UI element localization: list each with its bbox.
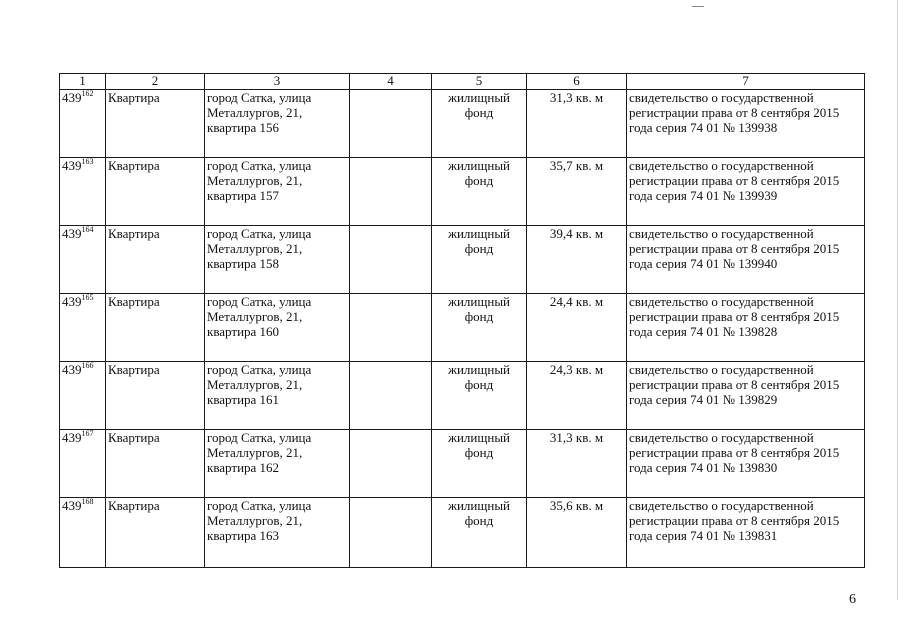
property-registry-table: [59, 73, 865, 568]
property-type: Квартира: [106, 158, 205, 226]
item-number: $439^{163}$: [60, 158, 106, 226]
property-type: Квартира: [106, 90, 205, 158]
property-address: город Сатка, улица Металлургов, 21, квартира 158: [205, 226, 350, 294]
column-header-6: 6: [527, 74, 627, 90]
property-area: 24,4 кв. м: [527, 294, 627, 362]
table-row: [60, 362, 865, 430]
item-number: $439^{164}$: [60, 226, 106, 294]
empty-cell: [350, 362, 432, 430]
scan-edge-line: [897, 0, 898, 600]
fund-type: жилищный фонд: [432, 294, 527, 362]
item-number: $439^{168}$: [60, 498, 106, 568]
property-address: город Сатка, улица Металлургов, 21, квартира 162: [205, 430, 350, 498]
item-number: $439^{166}$: [60, 362, 106, 430]
fund-type: жилищный фонд: [432, 430, 527, 498]
table-row: [60, 294, 865, 362]
property-type: Квартира: [106, 294, 205, 362]
property-area: 31,3 кв. м: [527, 90, 627, 158]
scan-artifact: [692, 6, 704, 7]
property-type: Квартира: [106, 362, 205, 430]
registration-document: свидетельство о государственной регистрации права от 8 сентября 2015 года серия 74 01 № 139939: [627, 158, 865, 226]
property-address: город Сатка, улица Металлургов, 21, квартира 156: [205, 90, 350, 158]
property-address: город Сатка, улица Металлургов, 21, квартира 160: [205, 294, 350, 362]
property-area: 31,3 кв. м: [527, 430, 627, 498]
table-row: [60, 430, 865, 498]
table-row: [60, 90, 865, 158]
property-area: 39,4 кв. м: [527, 226, 627, 294]
column-header-2: 2: [106, 74, 205, 90]
item-number: $439^{162}$: [60, 90, 106, 158]
empty-cell: [350, 294, 432, 362]
fund-type: жилищный фонд: [432, 90, 527, 158]
property-type: Квартира: [106, 498, 205, 568]
property-address: город Сатка, улица Металлургов, 21, квартира 157: [205, 158, 350, 226]
fund-type: жилищный фонд: [432, 498, 527, 568]
item-number: $439^{165}$: [60, 294, 106, 362]
empty-cell: [350, 158, 432, 226]
registration-document: свидетельство о государственной регистрации права от 8 сентября 2015 года серия 74 01 № 139829: [627, 362, 865, 430]
column-header-5: 5: [432, 74, 527, 90]
table-row: [60, 158, 865, 226]
column-number-row: [60, 74, 865, 90]
table-row: [60, 226, 865, 294]
column-header-4: 4: [350, 74, 432, 90]
table-row: [60, 498, 865, 568]
property-area: 24,3 кв. м: [527, 362, 627, 430]
page-number: 6: [849, 592, 856, 607]
registration-document: свидетельство о государственной регистрации права от 8 сентября 2015 года серия 74 01 № 139828: [627, 294, 865, 362]
item-number: $439^{167}$: [60, 430, 106, 498]
empty-cell: [350, 90, 432, 158]
registration-document: свидетельство о государственной регистрации права от 8 сентября 2015 года серия 74 01 № 139940: [627, 226, 865, 294]
fund-type: жилищный фонд: [432, 158, 527, 226]
empty-cell: [350, 430, 432, 498]
property-area: 35,6 кв. м: [527, 498, 627, 568]
registration-document: свидетельство о государственной регистрации права от 8 сентября 2015 года серия 74 01 № 139831: [627, 498, 865, 568]
column-header-7: 7: [627, 74, 865, 90]
fund-type: жилищный фонд: [432, 226, 527, 294]
registration-document: свидетельство о государственной регистрации права от 8 сентября 2015 года серия 74 01 № 139938: [627, 90, 865, 158]
column-header-3: 3: [205, 74, 350, 90]
empty-cell: [350, 498, 432, 568]
column-header-1: 1: [60, 74, 106, 90]
property-address: город Сатка, улица Металлургов, 21, квартира 161: [205, 362, 350, 430]
fund-type: жилищный фонд: [432, 362, 527, 430]
registration-document: свидетельство о государственной регистрации права от 8 сентября 2015 года серия 74 01 № 139830: [627, 430, 865, 498]
property-type: Квартира: [106, 226, 205, 294]
property-type: Квартира: [106, 430, 205, 498]
property-address: город Сатка, улица Металлургов, 21, квартира 163: [205, 498, 350, 568]
empty-cell: [350, 226, 432, 294]
property-area: 35,7 кв. м: [527, 158, 627, 226]
